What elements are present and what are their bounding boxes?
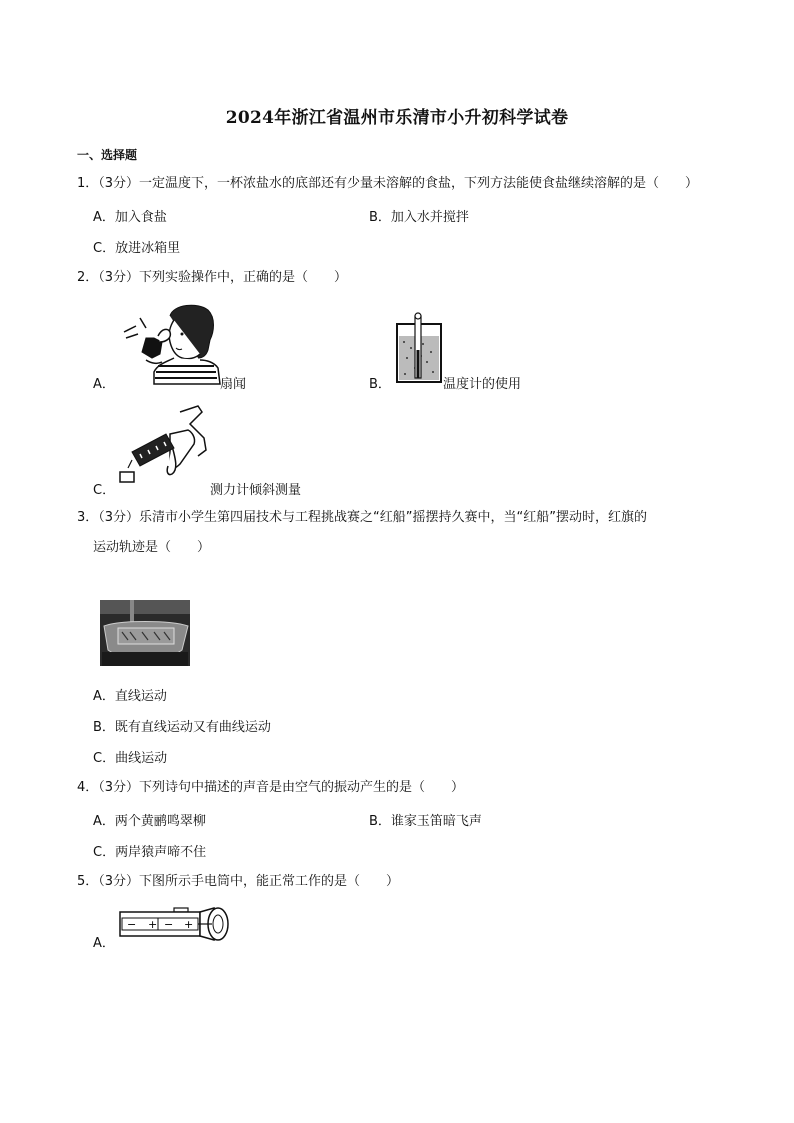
question-5-option-a[interactable]: A． [93, 936, 115, 951]
question-5-stem: 5．（3分）下图所示手电筒中，能正常工作的是（ ） [77, 874, 400, 889]
red-boat-photo [100, 600, 190, 666]
question-2-option-b[interactable]: B． [369, 377, 391, 392]
question-2-option-c[interactable]: C． [93, 483, 116, 498]
question-3-option-c[interactable]: C．曲线运动 [93, 751, 168, 766]
question-2-caption-c: 测力计倾斜测量 [210, 483, 302, 498]
flashlight-illustration [118, 906, 232, 944]
thermometer-beaker-illustration [395, 310, 443, 384]
question-3-option-a[interactable]: A．直线运动 [93, 689, 167, 704]
question-3-stem-line-2: 运动轨迹是（ ） [93, 540, 211, 555]
question-4-option-a[interactable]: A．两个黄鹂鸣翠柳 [93, 814, 206, 829]
question-4-stem: 4．（3分）下列诗句中描述的声音是由空气的振动产生的是（ ） [77, 780, 465, 795]
question-2-caption-a: 扇闻 [220, 377, 247, 392]
page-title: 2024年浙江省温州市乐清市小升初科学试卷 [225, 108, 569, 128]
question-2-stem: 2．（3分）下列实验操作中，正确的是（ ） [77, 270, 348, 285]
battery-mark-4: + [184, 918, 194, 931]
question-3-option-b[interactable]: B．既有直线运动又有曲线运动 [93, 720, 271, 735]
question-1-stem: 1．（3分）一定温度下，一杯浓盐水的底部还有少量未溶解的食盐，下列方法能使食盐继续溶解的是（ ） [77, 176, 699, 191]
question-3-stem-line-1: 3．（3分）乐清市小学生第四届技术与工程挑战赛之“红船”摇摆持久赛中，当“红船”摆动时，红旗的 [77, 510, 647, 525]
question-1-option-a[interactable]: A．加入食盐 [93, 210, 167, 225]
spring-scale-illustration [118, 404, 210, 488]
question-2-option-a[interactable]: A． [93, 377, 115, 392]
battery-mark-3: − [164, 918, 174, 931]
battery-mark-1: − [127, 918, 137, 931]
fan-smell-illustration [118, 302, 220, 384]
question-4-option-b[interactable]: B．谁家玉笛暗飞声 [369, 814, 482, 829]
question-2-caption-b: 温度计的使用 [443, 377, 522, 392]
section-heading: 一、选择题 [77, 148, 138, 162]
question-4-option-c[interactable]: C．两岸猿声啼不住 [93, 845, 207, 860]
question-1-option-b[interactable]: B．加入水并搅拌 [369, 210, 469, 225]
battery-mark-2: + [148, 918, 158, 931]
question-1-option-c[interactable]: C．放进冰箱里 [93, 241, 181, 256]
